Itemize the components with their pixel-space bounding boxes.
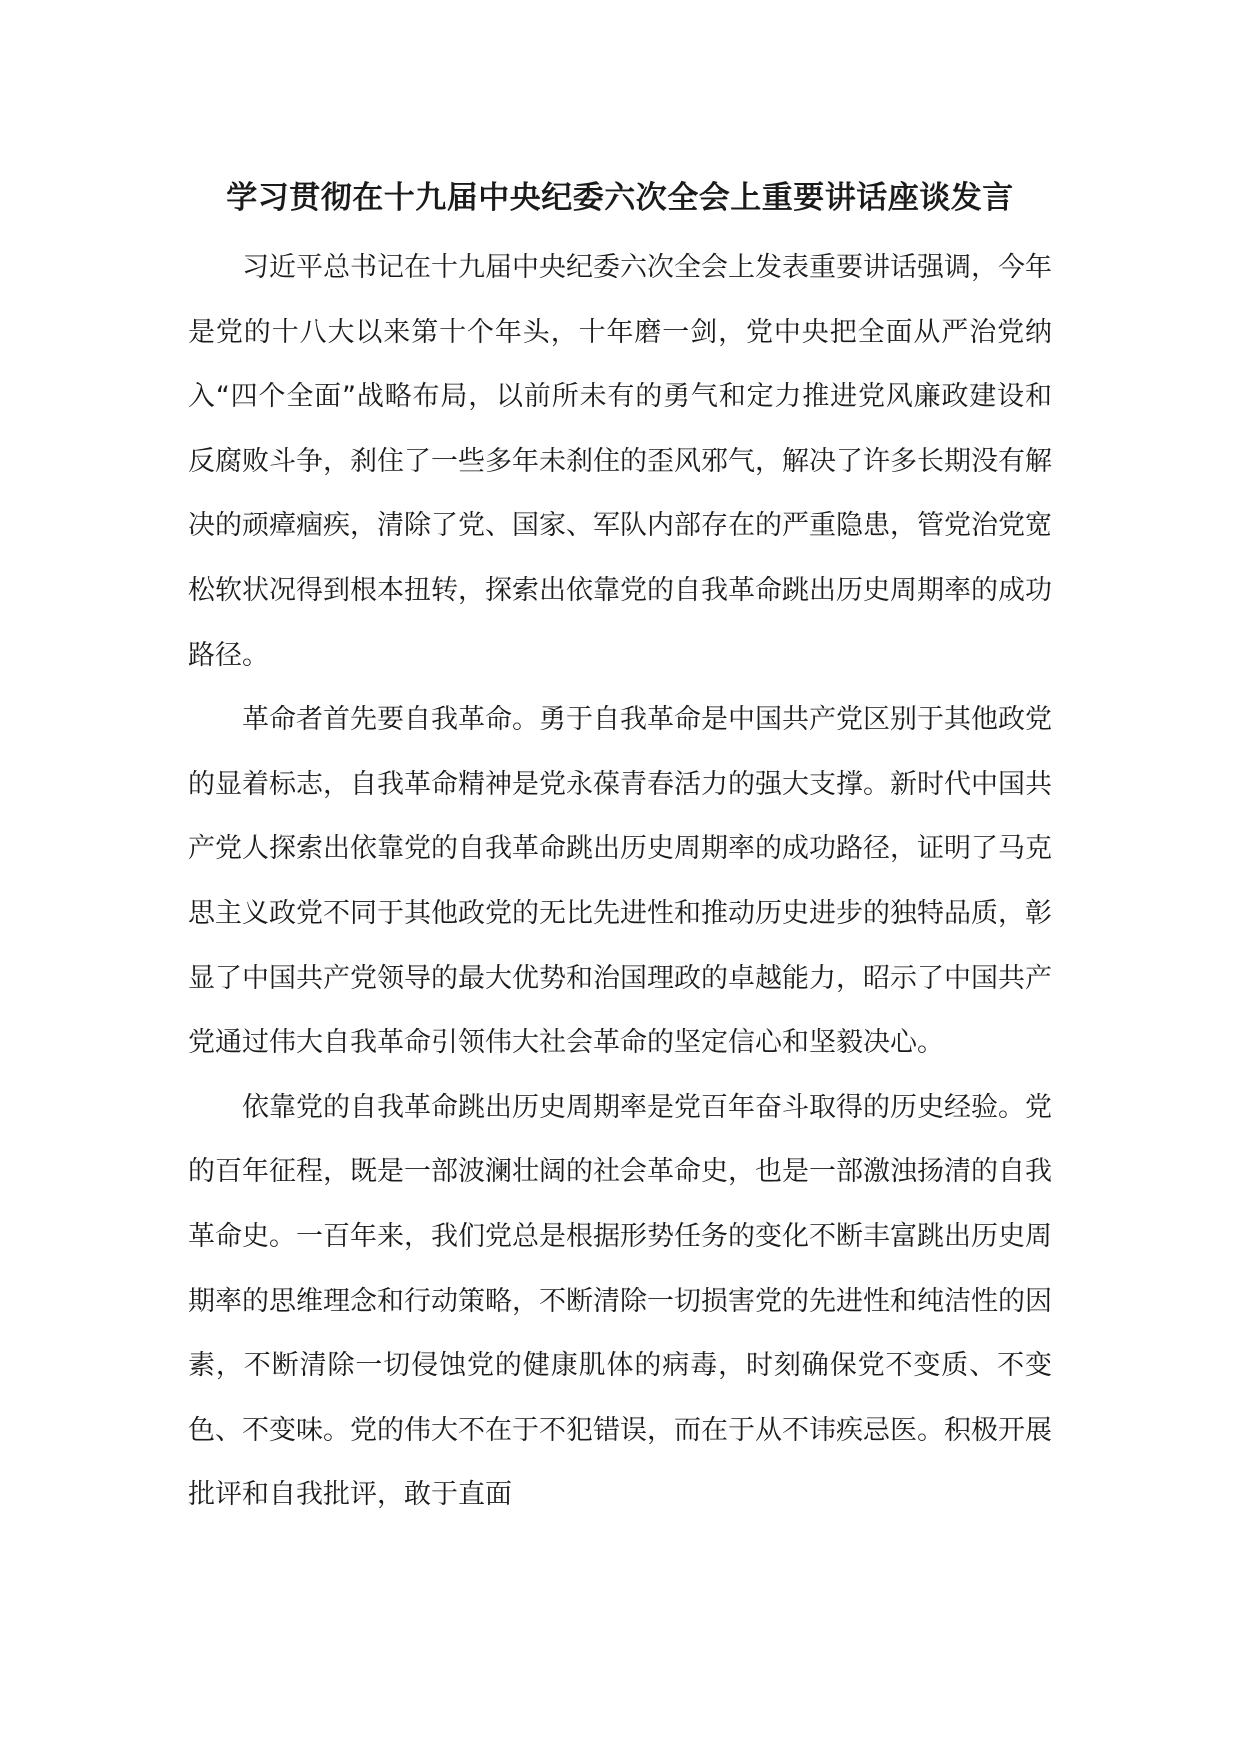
paragraph-1: 习近平总书记在十九届中央纪委六次全会上发表重要讲话强调，今年是党的十八大以来第十个年头，十年磨一剑，党中央把全面从严治党纳入“四个全面”战略布局，以前所未有的勇气和定力推进党风廉政建设和反腐败斗争，刹住了一些多年未刹住的歪风邪气，解决了许多长期没有解决的顽瘴痼疾，清除了党、国家、军队内部存在的严重隐患，管党治党宽松软状况得到根本扭转，探索出依靠党的自我革命跳出历史周期率的成功路径。	[188, 252, 1052, 671]
paragraph-3: 依靠党的自我革命跳出历史周期率是党百年奋斗取得的历史经验。党的百年征程，既是一部波澜壮阔的社会革命史，也是一部激浊扬清的自我革命史。一百年来，我们党总是根据形势任务的变化不断丰富跳出历史周期率的思维理念和行动策略，不断清除一切损害党的先进性和纯洁性的因素，不断清除一切侵蚀党的健康肌体的病毒，时刻确保党不变质、不变色、不变味。党的伟大不在于不犯错误，而在于从不讳疾忌医。积极开展批评和自我批评，敢于直面	[188, 1091, 1052, 1511]
paragraph-2: 革命者首先要自我革命。勇于自我革命是中国共产党区别于其他政党的显着标志，自我革命精神是党永葆青春活力的强大支撑。新时代中国共产党人探索出依靠党的自我革命跳出历史周期率的成功路径，证明了马克思主义政党不同于其他政党的无比先进性和推动历史进步的独特品质，彰显了中国共产党领导的最大优势和治国理政的卓越能力，昭示了中国共产党通过伟大自我革命引领伟大社会革命的坚定信心和坚毅决心。	[188, 704, 1052, 1059]
document-title: 学习贯彻在十九届中央纪委六次全会上重要讲话座谈发言	[226, 180, 1014, 216]
document-body	[188, 236, 1052, 1528]
